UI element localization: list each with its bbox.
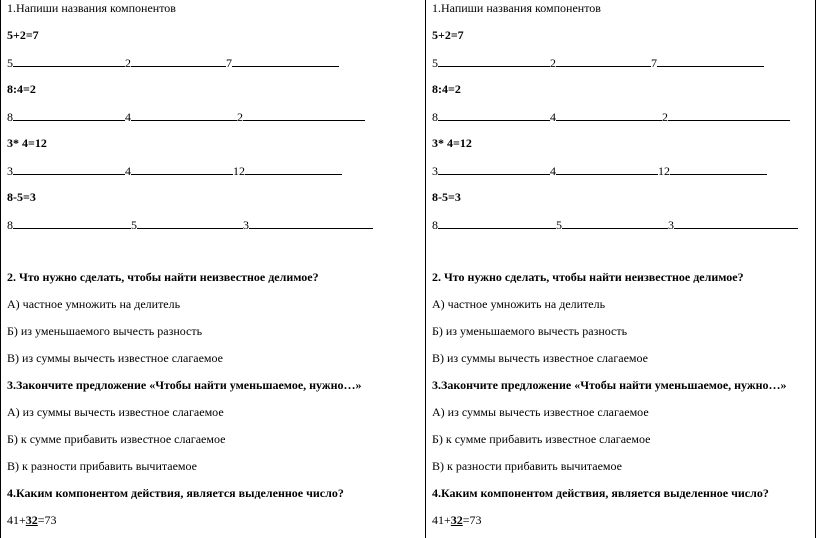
answer-blank[interactable] <box>232 55 339 67</box>
task1-answer-line <box>7 55 339 70</box>
task3-option-b[interactable]: Б) к сумме прибавить известное слагаемое <box>432 432 651 446</box>
expr-before: 41+ <box>7 513 26 527</box>
task3-question: 3.Закончите предложение «Чтобы найти уменьшаемое, нужно…» <box>432 378 787 392</box>
task3-option-a[interactable]: А) из суммы вычесть известное слагаемое <box>7 405 224 419</box>
task1-expression: 8-5=3 <box>432 190 461 204</box>
answer-blank[interactable] <box>438 163 550 175</box>
answer-blank[interactable] <box>249 217 373 229</box>
answer-blank[interactable] <box>243 109 365 121</box>
term: 3 <box>432 164 438 178</box>
task1-answer-line <box>432 109 790 124</box>
term: 7 <box>226 56 232 70</box>
task2-option-b[interactable]: Б) из уменьшаемого вычесть разность <box>7 324 203 338</box>
term: 12 <box>233 164 245 178</box>
task1-answer-line <box>432 55 764 70</box>
expr-before: 41+ <box>432 513 451 527</box>
term: 5 <box>7 56 13 70</box>
term: 8 <box>7 110 13 124</box>
task2-option-c[interactable]: В) из суммы вычесть известное слагаемое <box>432 351 648 365</box>
task3-option-b[interactable]: Б) к сумме прибавить известное слагаемое <box>7 432 226 446</box>
task1-expression: 8-5=3 <box>7 190 36 204</box>
task1-expression: 8:4=2 <box>432 82 461 96</box>
term: 4 <box>550 164 556 178</box>
task2-question: 2. Что нужно сделать, чтобы найти неизвестное делимое? <box>7 270 319 284</box>
term: 4 <box>550 110 556 124</box>
answer-blank[interactable] <box>438 109 550 121</box>
task1-expression: 8:4=2 <box>7 82 36 96</box>
term: 7 <box>651 56 657 70</box>
answer-blank[interactable] <box>137 217 243 229</box>
term: 2 <box>550 56 556 70</box>
answer-blank[interactable] <box>562 217 668 229</box>
task3-option-c[interactable]: В) к разности прибавить вычитаемое <box>432 459 622 473</box>
task3-option-a[interactable]: А) из суммы вычесть известное слагаемое <box>432 405 649 419</box>
highlighted-number: 32 <box>450 513 463 527</box>
task4-question: 4.Каким компонентом действия, является выделенное число? <box>7 486 344 500</box>
term: 2 <box>125 56 131 70</box>
answer-blank[interactable] <box>245 163 342 175</box>
answer-blank[interactable] <box>438 217 556 229</box>
answer-blank[interactable] <box>13 163 125 175</box>
term: 4 <box>125 110 131 124</box>
term: 8 <box>7 218 13 232</box>
task1-expression: 3* 4=12 <box>432 136 472 150</box>
answer-blank[interactable] <box>13 109 125 121</box>
task1-expression: 5+2=7 <box>7 28 39 42</box>
answer-blank[interactable] <box>438 55 550 67</box>
term: 5 <box>131 218 137 232</box>
term: 2 <box>237 110 243 124</box>
task1-expression: 5+2=7 <box>432 28 464 42</box>
answer-blank[interactable] <box>131 55 226 67</box>
task2-option-b[interactable]: Б) из уменьшаемого вычесть разность <box>432 324 628 338</box>
answer-blank[interactable] <box>131 109 237 121</box>
term: 4 <box>125 164 131 178</box>
task1-answer-line <box>432 217 798 232</box>
expr-after: =73 <box>462 513 482 527</box>
answer-blank[interactable] <box>131 163 233 175</box>
term: 3 <box>668 218 674 232</box>
term: 2 <box>662 110 668 124</box>
task1-answer-line <box>7 163 342 178</box>
task1-expression: 3* 4=12 <box>7 136 47 150</box>
task2-option-a[interactable]: А) частное умножить на делитель <box>432 297 606 311</box>
task1-answer-line <box>7 217 373 232</box>
answer-blank[interactable] <box>668 109 790 121</box>
answer-blank[interactable] <box>556 163 658 175</box>
answer-blank[interactable] <box>670 163 767 175</box>
task2-question: 2. Что нужно сделать, чтобы найти неизвестное делимое? <box>432 270 744 284</box>
term: 12 <box>658 164 670 178</box>
term: 8 <box>432 110 438 124</box>
task2-option-a[interactable]: А) частное умножить на делитель <box>7 297 181 311</box>
highlighted-number: 32 <box>25 513 38 527</box>
expr-after: =73 <box>37 513 57 527</box>
task3-option-c[interactable]: В) к разности прибавить вычитаемое <box>7 459 197 473</box>
term: 3 <box>7 164 13 178</box>
answer-blank[interactable] <box>674 217 798 229</box>
task2-option-c[interactable]: В) из суммы вычесть известное слагаемое <box>7 351 223 365</box>
term: 5 <box>556 218 562 232</box>
answer-blank[interactable] <box>13 217 131 229</box>
task1-title: 1.Напиши названия компонентов <box>7 1 176 15</box>
term: 5 <box>432 56 438 70</box>
task1-answer-line <box>432 163 767 178</box>
task3-question: 3.Закончите предложение «Чтобы найти уменьшаемое, нужно…» <box>7 378 362 392</box>
term: 3 <box>243 218 249 232</box>
task4-question: 4.Каким компонентом действия, является выделенное число? <box>432 486 769 500</box>
task4-expression <box>432 513 482 527</box>
worksheet-column-right <box>426 0 816 538</box>
answer-blank[interactable] <box>13 55 125 67</box>
answer-blank[interactable] <box>556 55 651 67</box>
task1-title: 1.Напиши названия компонентов <box>432 1 601 15</box>
task1-answer-line <box>7 109 365 124</box>
answer-blank[interactable] <box>657 55 764 67</box>
task4-expression <box>7 513 57 527</box>
answer-blank[interactable] <box>556 109 662 121</box>
term: 8 <box>432 218 438 232</box>
